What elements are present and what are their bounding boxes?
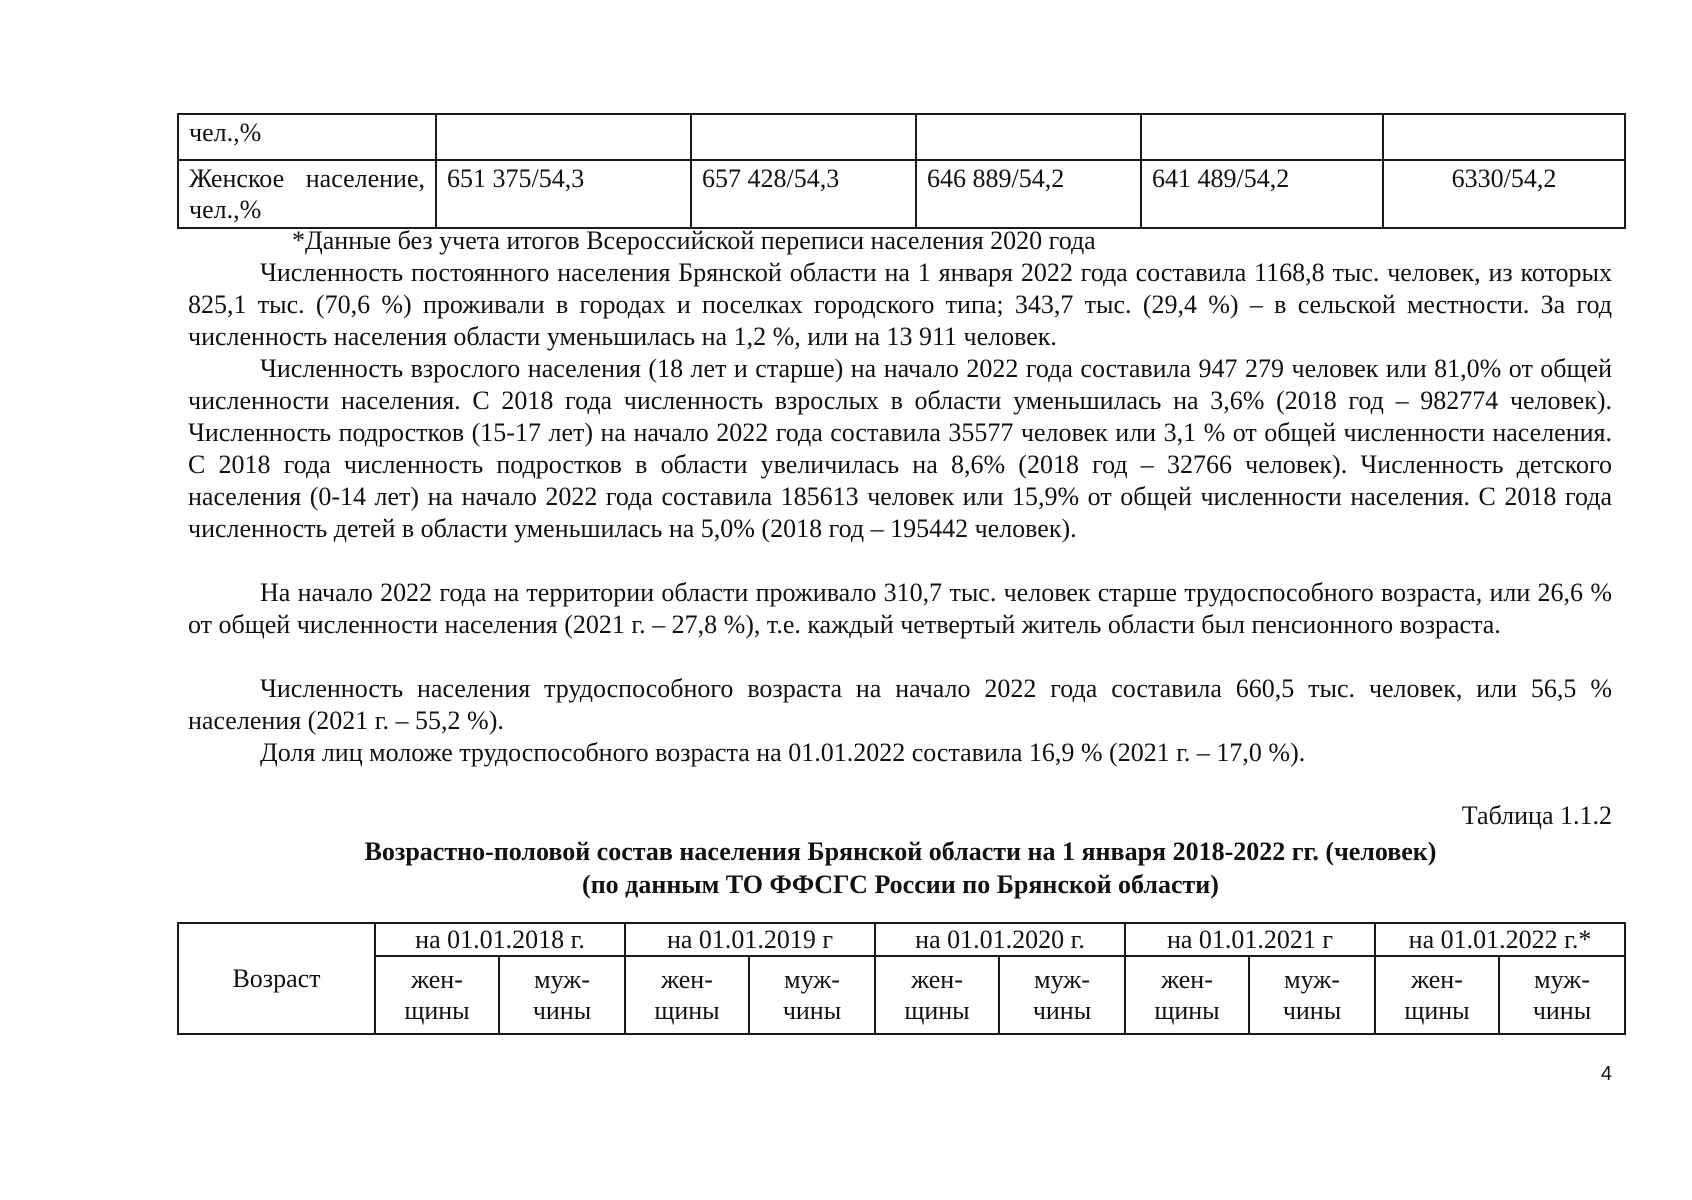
header-text: жен- <box>661 965 713 994</box>
age-sex-table <box>177 922 1626 1035</box>
table-title-line: (по данным ТО ФФСГС России по Брянской области) <box>582 870 1219 899</box>
table-cell: 641 489/54,2 <box>1141 160 1383 228</box>
row-label-line: Женское население, <box>189 164 425 193</box>
header-text: щины <box>1154 996 1220 1025</box>
table-header-row <box>178 956 1625 1034</box>
table-cell <box>1383 114 1625 160</box>
date-header: на 01.01.2021 г <box>1125 923 1375 956</box>
table-cell: 657 428/54,3 <box>691 160 916 228</box>
men-header <box>749 956 875 1034</box>
women-header <box>875 956 999 1034</box>
header-text: жен- <box>1411 965 1463 994</box>
paragraph: Численность населения трудоспособного возраста на начало 2022 года составила 660,5 тыс. человек, или 56,5 % населения (2021 г. – 55,2 %). <box>188 674 1612 735</box>
table-caption: Таблица 1.1.2 <box>1461 801 1612 830</box>
header-text: муж- <box>1284 965 1340 994</box>
header-text: щины <box>904 996 970 1025</box>
date-header: на 01.01.2022 г.* <box>1375 923 1625 956</box>
table-cell <box>916 114 1141 160</box>
women-header <box>1375 956 1499 1034</box>
table-cell <box>1141 114 1383 160</box>
table-title <box>177 835 1624 901</box>
women-header <box>375 956 499 1034</box>
age-header: Возраст <box>178 923 375 1034</box>
date-header: на 01.01.2018 г. <box>375 923 625 956</box>
table-title-line: Возрастно-половой состав населения Брянской области на 1 января 2018-2022 гг. (человек) <box>364 837 1437 866</box>
table-cell <box>691 114 916 160</box>
men-header <box>1249 956 1375 1034</box>
women-header <box>625 956 749 1034</box>
table-row <box>178 160 1625 228</box>
paragraph: Доля лиц моложе трудоспособного возраста на 01.01.2022 составила 16,9 % (2021 г. – 17,0 %). <box>260 738 1306 767</box>
table-row <box>178 114 1625 160</box>
header-text: чины <box>532 996 592 1025</box>
row-label <box>178 160 436 228</box>
header-text: щины <box>1404 996 1470 1025</box>
row-label: чел.,% <box>178 114 436 160</box>
table-header-row <box>178 923 1625 956</box>
header-text: чины <box>1282 996 1342 1025</box>
header-text: щины <box>654 996 720 1025</box>
header-text: щины <box>404 996 470 1025</box>
header-text: муж- <box>1034 965 1090 994</box>
row-label-line: чел.,% <box>189 195 262 224</box>
table-cell: 646 889/54,2 <box>916 160 1141 228</box>
table-footnote: *Данные без учета итогов Всероссийской переписи населения 2020 года <box>292 226 1096 255</box>
header-text: жен- <box>1161 965 1213 994</box>
paragraph: Численность постоянного населения Брянской области на 1 января 2022 года составила 1168,8 тыс. человек, из которых 825,1 тыс. (70,6 %) проживали в городах и поселках городского типа; 343,7 тыс. (29,4 %) – в сельской местности. За год численность населения области уменьшилась на 1,2 %, или на 13 911 человек. <box>188 258 1612 351</box>
table-cell: 651 375/54,3 <box>436 160 691 228</box>
date-header: на 01.01.2020 г. <box>875 923 1125 956</box>
header-text: чины <box>1532 996 1592 1025</box>
paragraph: На начало 2022 года на территории области проживало 310,7 тыс. человек старше трудоспособного возраста, или 26,6 % от общей численности населения (2021 г. – 27,8 %), т.е. каждый четвертый житель области был пенсионного возраста. <box>188 578 1612 639</box>
date-header: на 01.01.2019 г <box>625 923 875 956</box>
population-table-continuation <box>177 113 1626 229</box>
table-cell <box>436 114 691 160</box>
header-text: муж- <box>1534 965 1590 994</box>
women-header <box>1125 956 1249 1034</box>
men-header <box>1499 956 1625 1034</box>
header-text: жен- <box>411 965 463 994</box>
header-text: чины <box>782 996 842 1025</box>
header-text: жен- <box>911 965 963 994</box>
header-text: чины <box>1032 996 1092 1025</box>
header-text: муж- <box>534 965 590 994</box>
page-number: 4 <box>1600 1063 1612 1085</box>
table-cell: 6330/54,2 <box>1383 160 1625 228</box>
header-text: муж- <box>784 965 840 994</box>
men-header <box>499 956 625 1034</box>
paragraph: Численность взрослого населения (18 лет и старше) на начало 2022 года составила 947 279 человек или 81,0% от общей численности населения. С 2018 года численность взрослых в области уменьшилась на 3,6% (2018 год – 982774 человек). Численность подростков (15-17 лет) на начало 2022 года составила 35577 человек или 3,1 % от общей численности населения. С 2018 года численность подростков в области увеличилась на 8,6% (2018 год – 32766 человек). Численность детского населения (0-14 лет) на начало 2022 года составила 185613 человек или 15,9% от общей численности населения. С 2018 года численность детей в области уменьшилась на 5,0% (2018 год – 195442 человек). <box>188 354 1612 543</box>
men-header <box>999 956 1125 1034</box>
